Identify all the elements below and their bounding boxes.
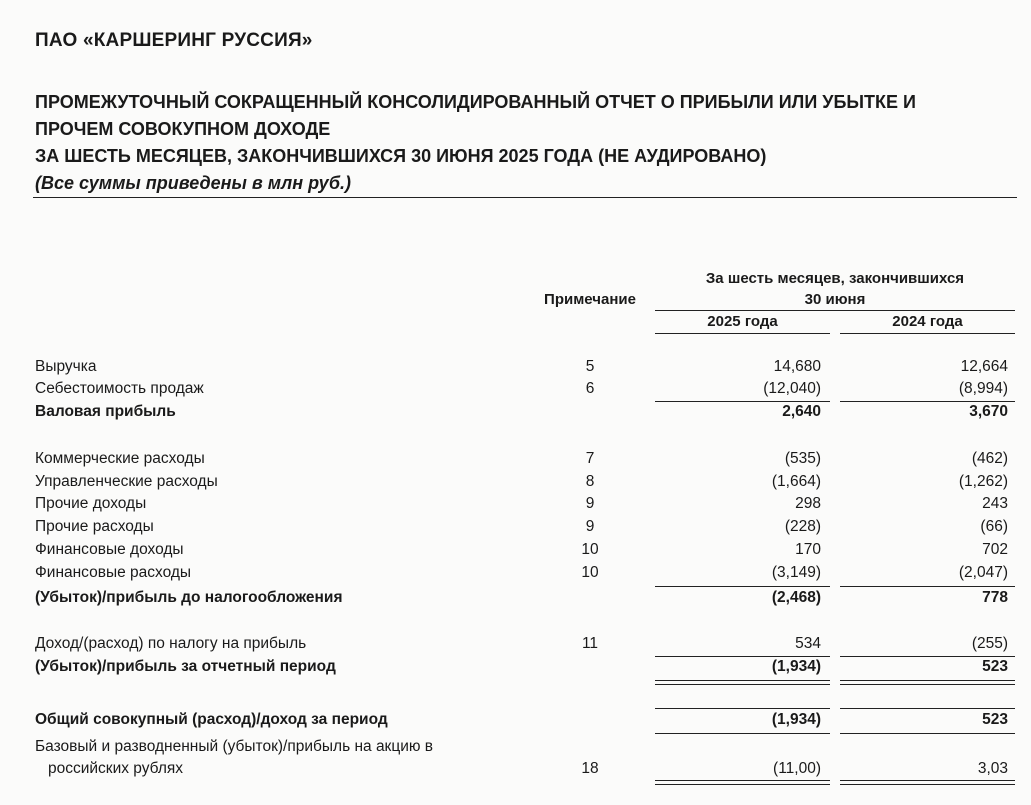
heading-rule bbox=[33, 197, 1017, 198]
row-note: 7 bbox=[585, 450, 595, 467]
row-note: 9 bbox=[585, 518, 595, 535]
row-note: 8 bbox=[585, 473, 595, 490]
table-row-selling-expenses bbox=[0, 448, 1031, 470]
row-value-2025: (11,00) bbox=[773, 760, 821, 777]
row-label: Базовый и разводненный (убыток)/прибыль на акцию в bbox=[35, 738, 434, 755]
row-value-2025: 2,640 bbox=[782, 403, 821, 420]
table-row-other-expenses bbox=[0, 516, 1031, 538]
row-note: 11 bbox=[581, 635, 599, 652]
table-row-eps bbox=[0, 736, 1031, 780]
year-2024-header: 2024 года bbox=[892, 313, 963, 330]
row-label: Управленческие расходы bbox=[35, 473, 218, 490]
row-label-continuation: российских рублях bbox=[48, 760, 184, 777]
table-row-gross-profit bbox=[0, 401, 1031, 423]
row-value-2024: (2,047) bbox=[958, 564, 1008, 581]
table-row-other-income bbox=[0, 493, 1031, 515]
table-row-admin-expenses bbox=[0, 471, 1031, 493]
row-value-2025: (1,664) bbox=[771, 473, 821, 490]
row-label: (Убыток)/прибыль до налогообложения bbox=[35, 589, 343, 606]
period-header-line-2: 30 июня bbox=[804, 291, 866, 308]
heading-line-3: ЗА ШЕСТЬ МЕСЯЦЕВ, ЗАКОНЧИВШИХСЯ 30 ИЮНЯ 2025 ГОДА (НЕ АУДИРОВАНО) bbox=[35, 146, 767, 166]
company-name: ПАО «КАРШЕРИНГ РУССИЯ» bbox=[35, 30, 313, 51]
row-value-2025: (12,040) bbox=[763, 380, 821, 397]
row-value-2025: 170 bbox=[795, 541, 821, 558]
year-2024-header-rule bbox=[840, 333, 1015, 334]
row-label: Общий совокупный (расход)/доход за период bbox=[35, 711, 388, 728]
total-double-rule-2025 bbox=[655, 680, 830, 685]
row-value-2024: 778 bbox=[982, 589, 1008, 606]
row-label: Выручка bbox=[35, 358, 97, 375]
row-value-2025: 534 bbox=[795, 635, 821, 652]
row-label: Финансовые расходы bbox=[35, 564, 192, 581]
row-label: Прочие расходы bbox=[35, 518, 154, 535]
table-row-cost-of-sales bbox=[0, 378, 1031, 400]
row-value-2025: (1,934) bbox=[771, 658, 821, 675]
heading-line-2: ПРОЧЕМ СОВОКУПНОМ ДОХОДЕ bbox=[35, 119, 331, 139]
row-value-2025: (1,934) bbox=[771, 711, 821, 728]
heading-line-1: ПРОМЕЖУТОЧНЫЙ СОКРАЩЕННЫЙ КОНСОЛИДИРОВАННЫЙ ОТЧЕТ О ПРИБЫЛИ ИЛИ УБЫТКЕ И bbox=[35, 92, 916, 112]
total-rule-2024 bbox=[840, 733, 1015, 734]
row-value-2024: (255) bbox=[971, 635, 1008, 652]
row-label: Финансовые доходы bbox=[35, 541, 184, 558]
eps-double-rule-2025 bbox=[655, 780, 830, 785]
row-note: 5 bbox=[585, 358, 595, 375]
year-2025-header: 2025 года bbox=[707, 313, 778, 330]
row-value-2025: 14,680 bbox=[773, 358, 821, 375]
row-value-2024: 702 bbox=[982, 541, 1008, 558]
row-value-2024: (462) bbox=[971, 450, 1008, 467]
row-label: Прочие доходы bbox=[35, 495, 147, 512]
period-header bbox=[655, 268, 1015, 310]
row-value-2025: (2,468) bbox=[771, 589, 821, 606]
period-header-rule bbox=[655, 310, 1015, 311]
period-header-line-1: За шесть месяцев, закончившихся bbox=[705, 270, 965, 287]
total-double-rule-2024 bbox=[840, 680, 1015, 685]
row-value-2025: (228) bbox=[784, 518, 821, 535]
row-value-2024: 523 bbox=[982, 658, 1008, 675]
row-value-2025: 298 bbox=[795, 495, 821, 512]
table-row-total-comprehensive bbox=[0, 709, 1031, 731]
row-label: Валовая прибыль bbox=[35, 403, 176, 420]
year-2025-header-rule bbox=[655, 333, 830, 334]
row-label: Себестоимость продаж bbox=[35, 380, 204, 397]
total-rule-2025 bbox=[655, 733, 830, 734]
row-value-2024: 12,664 bbox=[960, 358, 1008, 375]
table-row-finance-expenses bbox=[0, 562, 1031, 584]
row-note: 10 bbox=[581, 541, 599, 558]
row-note: 6 bbox=[585, 380, 595, 397]
row-note: 18 bbox=[581, 760, 599, 777]
eps-double-rule-2024 bbox=[840, 780, 1015, 785]
row-value-2025: (535) bbox=[784, 450, 821, 467]
row-value-2024: 3,03 bbox=[977, 760, 1008, 777]
row-value-2024: (66) bbox=[980, 518, 1008, 535]
table-row-profit-before-tax bbox=[0, 587, 1031, 609]
row-value-2024: 3,670 bbox=[969, 403, 1008, 420]
note-column-header: Примечание bbox=[544, 291, 636, 308]
table-row-income-tax bbox=[0, 633, 1031, 655]
row-value-2024: (1,262) bbox=[958, 473, 1008, 490]
row-note: 9 bbox=[585, 495, 595, 512]
units-note: (Все суммы приведены в млн руб.) bbox=[35, 173, 351, 193]
statement-heading bbox=[35, 89, 1015, 197]
row-value-2024: (8,994) bbox=[958, 380, 1008, 397]
row-note: 10 bbox=[581, 564, 599, 581]
table-row-revenue bbox=[0, 356, 1031, 378]
row-label: Коммерческие расходы bbox=[35, 450, 205, 467]
row-value-2024: 523 bbox=[982, 711, 1008, 728]
row-label: (Убыток)/прибыль за отчетный период bbox=[35, 658, 336, 675]
row-value-2024: 243 bbox=[982, 495, 1008, 512]
row-value-2025: (3,149) bbox=[771, 564, 821, 581]
table-row-net-profit bbox=[0, 656, 1031, 678]
row-label: Доход/(расход) по налогу на прибыль bbox=[35, 635, 307, 652]
table-row-finance-income bbox=[0, 539, 1031, 561]
